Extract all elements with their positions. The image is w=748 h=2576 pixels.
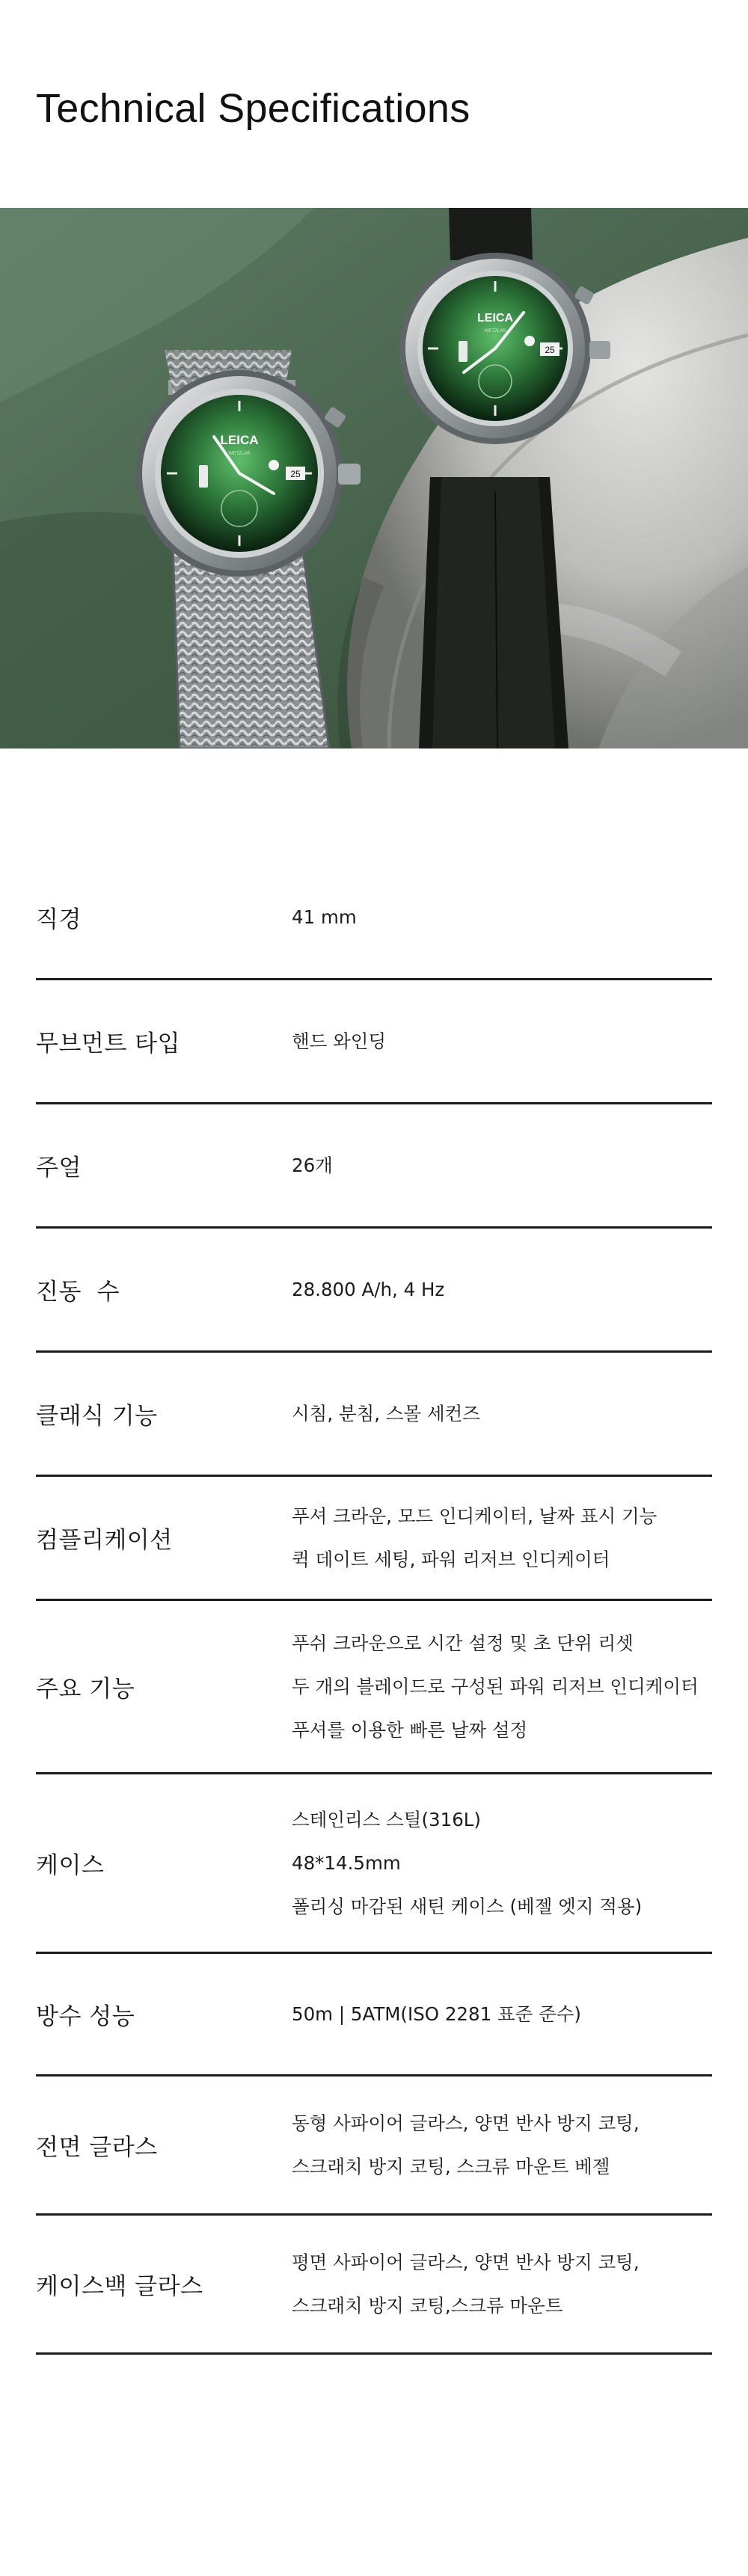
spec-value: 평면 사파이어 글라스, 양면 반사 방지 코팅,	[292, 2251, 640, 2273]
date-window-text-left: 25	[290, 469, 301, 479]
spec-value: 폴리싱 마감된 새틴 케이스 (베젤 엣지 적용)	[292, 1895, 643, 1917]
page-title: Technical Specifications	[36, 86, 470, 131]
dial-sub-text: WETZLAR	[484, 329, 506, 333]
spec-row-frequency	[36, 1229, 712, 1353]
spec-value: 핸드 와인딩	[292, 1030, 387, 1052]
spec-row-movement-type	[36, 980, 712, 1104]
spec-values	[292, 1622, 712, 1752]
spec-label: 방수 성능	[36, 2003, 135, 2030]
spec-label: 주요 기능	[36, 1676, 135, 1703]
dial-brand-text: LEICA	[477, 312, 513, 325]
spec-row-front-glass	[36, 2077, 712, 2216]
spec-row-complications	[36, 1477, 712, 1601]
spec-values	[292, 1392, 712, 1436]
spec-label: 클래식 기능	[36, 1403, 158, 1430]
dial-sub-text-left: WETZLAR	[228, 452, 251, 456]
spec-table	[36, 856, 712, 2355]
spec-value: 두 개의 블레이드로 구성된 파워 리저브 인디케이터	[292, 1675, 699, 1697]
spec-row-water-resistance	[36, 1954, 712, 2077]
spec-values	[292, 1268, 712, 1312]
spec-value: 푸셔 크라운, 모드 인디케이터, 날짜 표시 기능	[292, 1504, 657, 1527]
spec-label: 케이스백 글라스	[36, 2273, 203, 2300]
spec-value: 스크래치 방지 코팅,스크류 마운트	[292, 2294, 563, 2317]
spec-value: 41 mm	[292, 906, 357, 928]
spec-value: 28.800 A/h, 4 Hz	[292, 1278, 445, 1300]
spec-row-classic-functions	[36, 1353, 712, 1477]
spec-values	[292, 1993, 712, 2036]
spec-value: 푸셔를 이용한 빠른 날짜 설정	[292, 1718, 528, 1741]
spec-value: 푸쉬 크라운으로 시간 설정 및 초 단위 리셋	[292, 1632, 634, 1654]
spec-label: 케이스	[36, 1852, 105, 1879]
dial-brand-text-left: LEICA	[220, 433, 259, 447]
spec-values	[292, 2102, 712, 2189]
spec-row-caseback-glass	[36, 2216, 712, 2355]
spec-value: 48*14.5mm	[292, 1851, 401, 1874]
spec-values	[292, 1798, 712, 1928]
spec-value: 동형 사파이어 글라스, 양면 반사 방지 코팅,	[292, 2112, 640, 2134]
spec-values	[292, 896, 712, 939]
spec-label: 무브먼트 타입	[36, 1030, 181, 1057]
spec-label: 전면 글라스	[36, 2134, 158, 2161]
spec-value: 스테인리스 스틸(316L)	[292, 1808, 481, 1830]
spec-row-case	[36, 1774, 712, 1954]
spec-values	[292, 2241, 712, 2328]
spec-label: 주얼	[36, 1155, 82, 1181]
spec-values	[292, 1495, 712, 1581]
spec-row-main-functions	[36, 1601, 712, 1774]
spec-value: 퀵 데이트 세팅, 파워 리저브 인디케이터	[292, 1548, 610, 1570]
spec-label: 진동 수	[36, 1279, 120, 1306]
spec-value: 스크래치 방지 코팅, 스크류 마운트 베젤	[292, 2155, 610, 2177]
product-photo	[0, 208, 748, 748]
spec-value: 시침, 분침, 스몰 세컨즈	[292, 1402, 480, 1424]
spec-value: 26개	[292, 1154, 333, 1176]
spec-values	[292, 1020, 712, 1063]
date-window-text: 25	[545, 345, 555, 355]
spec-label: 직경	[36, 906, 82, 933]
spec-label: 컴플리케이션	[36, 1527, 173, 1554]
spec-values	[292, 1144, 712, 1187]
spec-value: 50m | 5ATM(ISO 2281 표준 준수)	[292, 2002, 581, 2025]
spec-row-diameter	[36, 856, 712, 980]
spec-row-jewels	[36, 1104, 712, 1229]
